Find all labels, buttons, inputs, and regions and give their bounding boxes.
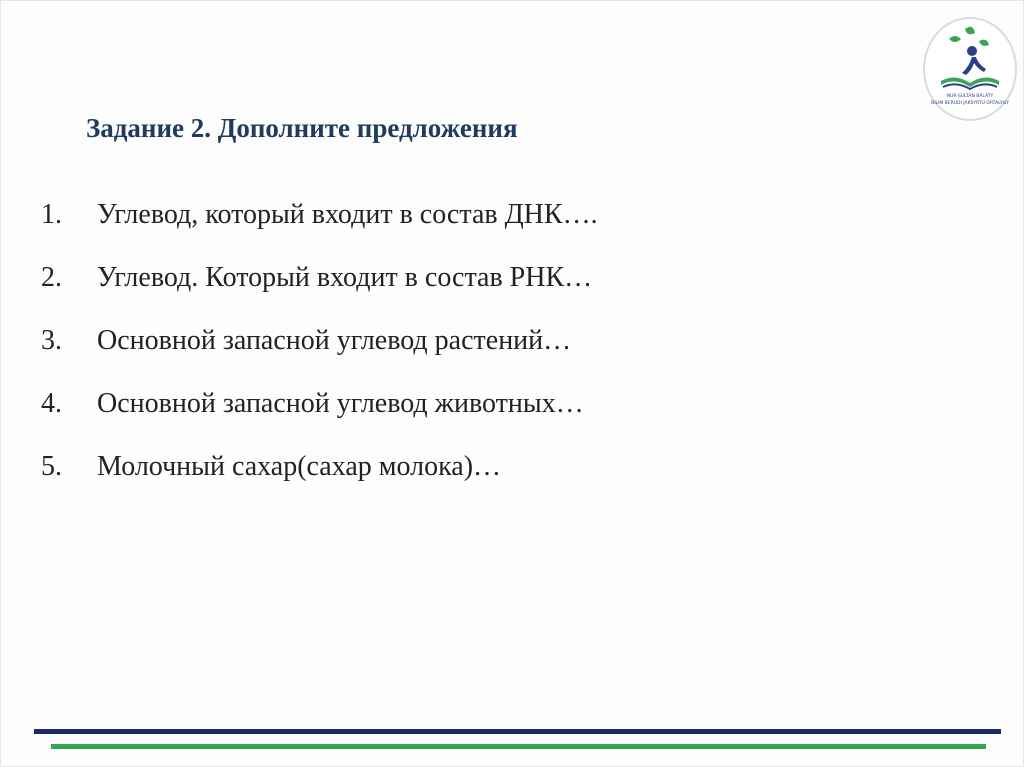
list-item-text: Молочный сахар(сахар молока)… [97,451,502,482]
list-item-text: Основной запасной углевод растений… [97,325,572,356]
list-item [41,325,598,388]
slide-title: Задание 2. Дополните предложения [86,113,518,143]
list-item [41,199,598,262]
logo-caption-2: BILIM BERUDI JAKSYRTU ORTALYGY [931,101,1009,106]
university-logo-icon [921,15,1019,123]
task-list [41,199,598,514]
list-item-number: 2. [41,262,62,293]
footer-divider-blue [34,729,1001,734]
list-item-number: 4. [41,388,62,419]
list-item [41,451,598,514]
list-item-text: Углевод, который входит в состав ДНК…. [97,199,598,230]
list-item-number: 1. [41,199,62,230]
list-item [41,388,598,451]
list-item [41,262,598,325]
footer-divider-green [51,744,986,749]
logo-caption-1: NUR-SULTAN BALATY [946,94,994,99]
list-item-number: 5. [41,451,62,482]
university-logo [921,15,1019,123]
list-item-number: 3. [41,325,62,356]
list-item-text: Основной запасной углевод животных… [97,388,584,419]
list-item-text: Углевод. Который входит в состав РНК… [97,262,593,293]
